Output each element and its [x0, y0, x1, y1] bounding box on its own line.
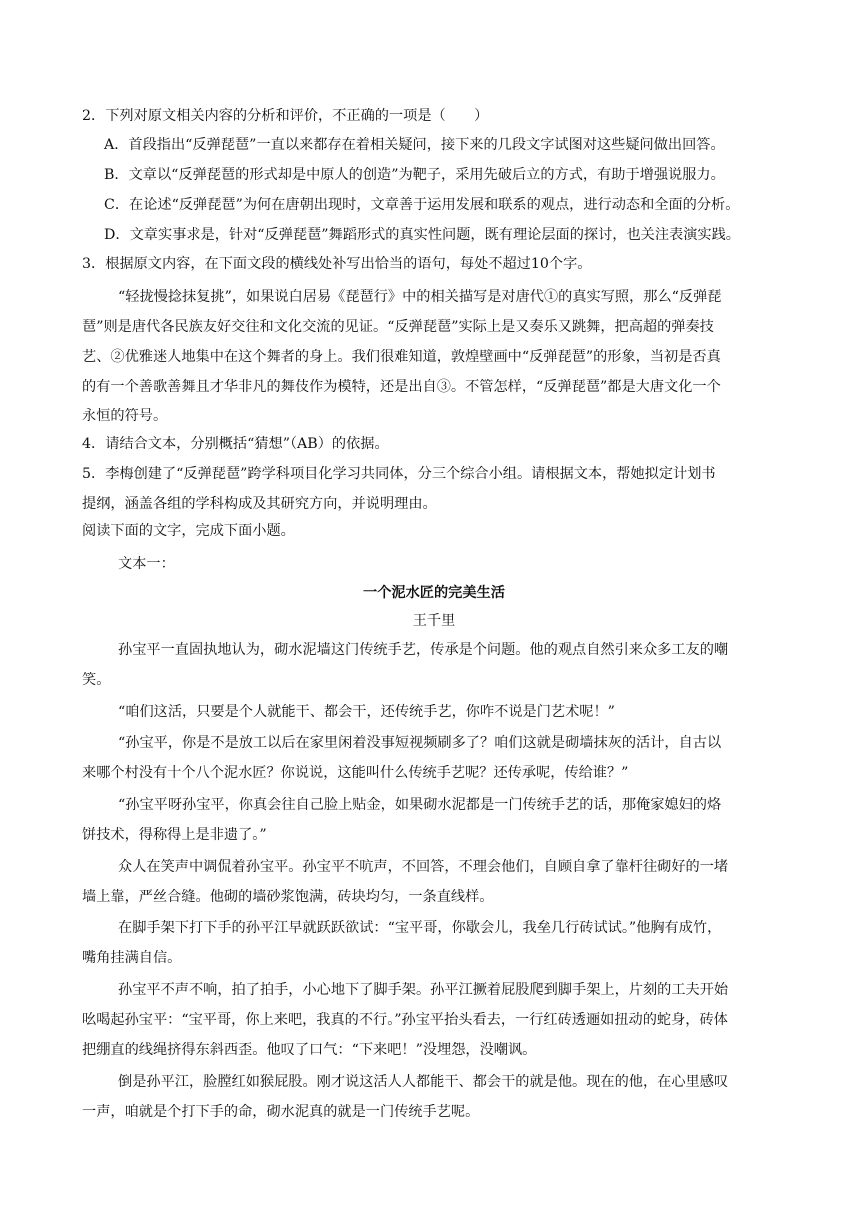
question-5-cont: 提纲，涵盖各组的学科构成及其研究方向，并说明理由。 [82, 496, 437, 512]
story-paragraph: 一声，咱就是个打下手的命，砌水泥真的就是一门传统手艺呢。 [82, 1104, 480, 1120]
story-paragraph: “孙宝平呀孙宝平，你真会往自己脸上贴金，如果砌水泥都是一门传统手艺的话，那俺家媳妇的烙 [118, 797, 722, 813]
text-one-label: 文本一： [118, 556, 175, 572]
story-paragraph: 在脚手架下打下手的孙平江早就跃跃欲试：“宝平哥，你歇会儿，我垒几行砖试试。”他胸有成竹， [118, 920, 722, 936]
article-title: 一个泥水匠的完美生活 [363, 585, 505, 601]
story-paragraph: 来哪个村没有十个八个泥水匠？你说说，这能叫什么传统手艺呢？还传承呢，传给谁？” [82, 765, 629, 781]
question-5: 5．李梅创建了“反弹琵琶”跨学科项目化学习共同体，分三个综合小组。请根据文本，帮她拟定计划书 [82, 466, 716, 482]
article-author: 王千里 [412, 613, 456, 629]
story-paragraph: 吆喝起孙宝平：“宝平哥，你上来吧，我真的不行。”孙宝平抬头看去，一行红砖透逦如扭动的蛇身，砖体 [82, 1012, 728, 1028]
story-paragraph: 孙宝平不声不响，拍了拍手，小心地下了脚手架。孙平江撅着屁股爬到脚手架上，片刻的工夫开始 [118, 982, 729, 998]
passage-line: 艺、②优雅迷人地集中在这个舞者的身上。我们很难知道，敦煌壁画中“反弹琵琶”的形象，当初是否真 [82, 349, 721, 365]
question-2: 2．下列对原文相关内容的分析和评价，不正确的一项是（ ） [82, 108, 489, 124]
passage-line: 的有一个善歌善舞且才华非凡的舞伎作为模特，还是出自③。不管怎样，“反弹琵琶”都是大唐文化一个 [82, 379, 721, 395]
option-b: B．文章以“反弹琵琶的形式却是中原人的创造”为靶子，采用先破后立的方式，有助于增强说服力。 [104, 167, 725, 183]
question-4: 4．请结合文本，分别概括“猜想”（AB）的依据。 [82, 436, 389, 452]
story-paragraph: 笑。 [82, 672, 111, 688]
passage-line: 琶”则是唐代各民族友好交往和文化交流的见证。“反弹琵琶”实际上是又奏乐又跳舞，把高超的弹奏技 [82, 319, 714, 335]
story-paragraph: 把绷直的线绳挤得东斜西歪。他叹了口气：“下来吧！”没埋怨，没嘲讽。 [82, 1042, 537, 1058]
passage-line: “轻拢慢捻抹复挑”，如果说白居易《琵琶行》中的相关描写是对唐代①的真实写照，那么“反弹琵 [118, 289, 722, 305]
question-3: 3．根据原文内容，在下面文段的横线处补写出恰当的语句，每处不超过10个字。 [82, 256, 592, 272]
story-paragraph: 嘴角挂满自信。 [82, 950, 182, 966]
story-paragraph: 倒是孙平江，脸膛红如猴屁股。刚才说这活人人都能干、都会干的就是他。现在的他，在心里感叹 [118, 1074, 729, 1090]
story-paragraph: “咱们这活，只要是个人就能干、都会干，还传统手艺，你咋不说是门艺术呢！” [118, 704, 615, 720]
story-paragraph: 墙上靠，严丝合缝。他砌的墙砂浆饱满，砖块均匀，一条直线样。 [82, 889, 494, 905]
option-c: C．在论述“反弹琵琶”为何在唐朝出现时，文章善于运用发展和联系的观点，进行动态和全面的分析。 [104, 197, 740, 213]
passage-line: 永恒的符号。 [82, 408, 168, 424]
story-paragraph: 孙宝平一直固执地认为，砌水泥墙这门传统手艺，传承是个问题。他的观点自然引来众多工友的嘲 [118, 642, 729, 658]
reading-instruction: 阅读下面的文字，完成下面小题。 [82, 523, 295, 539]
option-a: A．首段指出“反弹琵琶”一直以来都存在着相关疑问，接下来的几段文字试图对这些疑问做出回答。 [104, 137, 725, 153]
story-paragraph: “孙宝平，你是不是放工以后在家里闲着没事短视频刷多了？咱们这就是砌墙抹灰的活计，自古以 [118, 735, 722, 751]
story-paragraph: 饼技术，得称得上是非遗了。” [82, 827, 267, 843]
option-d: D．文章实事求是，针对“反弹琵琶”舞蹈形式的真实性问题，既有理论层面的探讨，也关注表演实践。 [104, 227, 740, 243]
story-paragraph: 众人在笑声中调侃着孙宝平。孙宝平不吭声，不回答，不理会他们，自顾自拿了靠杆往砌好的一堵 [118, 859, 729, 875]
